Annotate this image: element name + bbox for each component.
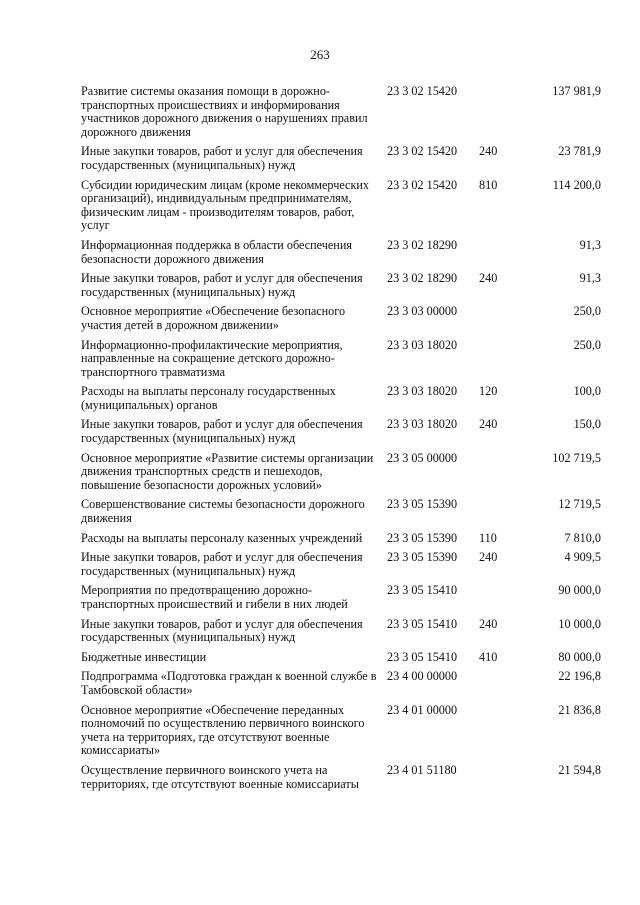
row-kind (479, 670, 519, 697)
row-name: Бюджетные инвестиции (81, 649, 207, 664)
row-name: Мероприятия по предотвращению дорожно-транспортных происшествий и гибели в них людей (81, 583, 348, 611)
row-amount: 102 719,5 (552, 450, 601, 465)
row-code: 23 3 05 15390 (387, 550, 458, 565)
row-code: 23 3 05 15410 (387, 616, 458, 631)
row-amount: 91,3 (579, 271, 601, 286)
budget-table (81, 85, 601, 797)
row-code: 23 4 00 00000 (387, 669, 458, 684)
table-row (81, 618, 601, 645)
row-amount: 250,0 (573, 337, 601, 352)
row-kind (479, 584, 519, 611)
row-code: 23 3 05 15410 (387, 583, 458, 598)
row-name: Подпрограмма «Подготовка граждан к военной службе в Тамбовской области» (81, 669, 377, 697)
row-amount: 10 000,0 (558, 616, 601, 631)
row-code: 23 3 05 15390 (387, 497, 458, 512)
row-code: 23 3 03 18020 (387, 384, 458, 399)
row-name: Расходы на выплаты персоналу казенных учреждений (81, 530, 363, 545)
row-code: 23 3 05 15390 (387, 530, 458, 545)
row-kind: 240 (479, 271, 498, 286)
row-name: Основное мероприятие «Обеспечение безопасного участия детей в дорожном движении» (81, 304, 346, 332)
table-row (81, 651, 601, 665)
row-name: Расходы на выплаты персоналу государственных (муниципальных) органов (81, 384, 336, 412)
table-row (81, 532, 601, 546)
row-name: Иные закупки товаров, работ и услуг для обеспечения государственных (муниципальных) нужд (81, 616, 363, 645)
row-kind (479, 452, 519, 493)
row-amount: 12 719,5 (558, 497, 601, 512)
row-amount: 91,3 (579, 237, 601, 252)
table-row (81, 584, 601, 611)
row-kind (479, 239, 519, 266)
row-code: 23 3 03 18020 (387, 337, 458, 352)
row-code: 23 3 02 15420 (387, 177, 458, 192)
row-name: Информационная поддержка в области обеспечения безопасности дорожного движения (81, 237, 352, 266)
table-row (81, 305, 601, 332)
row-amount: 114 200,0 (552, 177, 601, 192)
row-code: 23 3 05 15410 (387, 649, 458, 664)
row-name: Совершенствование системы безопасности дорожного движения (81, 497, 365, 526)
row-amount: 90 000,0 (558, 583, 601, 598)
row-code: 23 3 02 18290 (387, 271, 458, 286)
table-row (81, 85, 601, 139)
row-name: Иные закупки товаров, работ и услуг для обеспечения государственных (муниципальных) нужд (81, 144, 363, 172)
row-code: 23 3 02 15420 (387, 144, 458, 159)
table-row (81, 179, 601, 233)
row-name: Осуществление первичного воинского учета на территориях, где отсутствуют военные комиссариаты (81, 762, 359, 791)
table-row (81, 764, 601, 791)
row-amount: 80 000,0 (558, 649, 601, 664)
row-amount: 100,0 (573, 384, 601, 399)
row-kind: 120 (479, 384, 498, 399)
row-amount: 4 909,5 (564, 550, 601, 565)
row-code: 23 3 05 00000 (387, 450, 458, 465)
table-row (81, 339, 601, 380)
table-row (81, 418, 601, 445)
row-name: Иные закупки товаров, работ и услуг для обеспечения государственных (муниципальных) нужд (81, 550, 363, 578)
row-kind: 240 (479, 144, 498, 159)
table-row (81, 272, 601, 299)
table-row (81, 452, 601, 493)
table-row (81, 551, 601, 578)
table-row (81, 145, 601, 172)
row-amount: 21 594,8 (558, 762, 601, 777)
row-name: Информационно-профилактические мероприятия, направленные на сокращение детского дорожно-транспортного травматизма (81, 337, 343, 379)
row-kind: 410 (479, 649, 498, 664)
row-code: 23 3 03 18020 (387, 417, 458, 432)
row-amount: 7 810,0 (564, 530, 601, 545)
table-row (81, 498, 601, 525)
table-row (81, 239, 601, 266)
row-kind (479, 704, 519, 758)
row-code: 23 3 03 00000 (387, 304, 458, 319)
row-name: Развитие системы оказания помощи в дорожно-транспортных происшествиях и информирования участников дорожного движения о нарушениях правил дорожного движения (81, 84, 368, 139)
row-kind (479, 305, 519, 332)
row-name: Иные закупки товаров, работ и услуг для обеспечения государственных (муниципальных) нужд (81, 417, 363, 446)
row-amount: 21 836,8 (558, 702, 601, 717)
table-row (81, 385, 601, 412)
row-amount: 23 781,9 (558, 144, 601, 159)
row-amount: 22 196,8 (558, 669, 601, 684)
row-amount: 137 981,9 (552, 84, 601, 98)
row-kind: 110 (479, 530, 497, 545)
row-kind (479, 85, 519, 139)
row-kind (479, 498, 519, 525)
table-row (81, 670, 601, 697)
row-code: 23 3 02 18290 (387, 237, 458, 252)
row-kind: 240 (479, 417, 498, 432)
row-kind (479, 764, 519, 791)
row-amount: 150,0 (573, 417, 601, 432)
row-name: Основное мероприятие «Обеспечение переданных полномочий по осуществлению первичного воинского учета на территориях, где отсутствуют военные комиссариаты» (81, 702, 365, 758)
row-name: Иные закупки товаров, работ и услуг для обеспечения государственных (муниципальных) нужд (81, 271, 363, 299)
row-kind (479, 339, 519, 380)
row-kind: 240 (479, 616, 498, 631)
row-name: Субсидии юридическим лицам (кроме некоммерческих организаций), индивидуальным предпринимателям, физическим лицам - производителям товаров, работ, услуг (81, 177, 369, 233)
row-name: Основное мероприятие «Развитие системы организации движения транспортных средств и пешеходов, повышение безопасности дорожных условий» (81, 450, 374, 492)
row-amount: 250,0 (573, 304, 601, 319)
table-row (81, 704, 601, 758)
row-code: 23 4 01 51180 (387, 762, 457, 777)
row-code: 23 4 01 00000 (387, 702, 458, 717)
page-number: 263 (310, 47, 330, 62)
row-kind: 240 (479, 550, 498, 565)
row-code: 23 3 02 15420 (387, 84, 458, 98)
row-kind: 810 (479, 177, 498, 192)
